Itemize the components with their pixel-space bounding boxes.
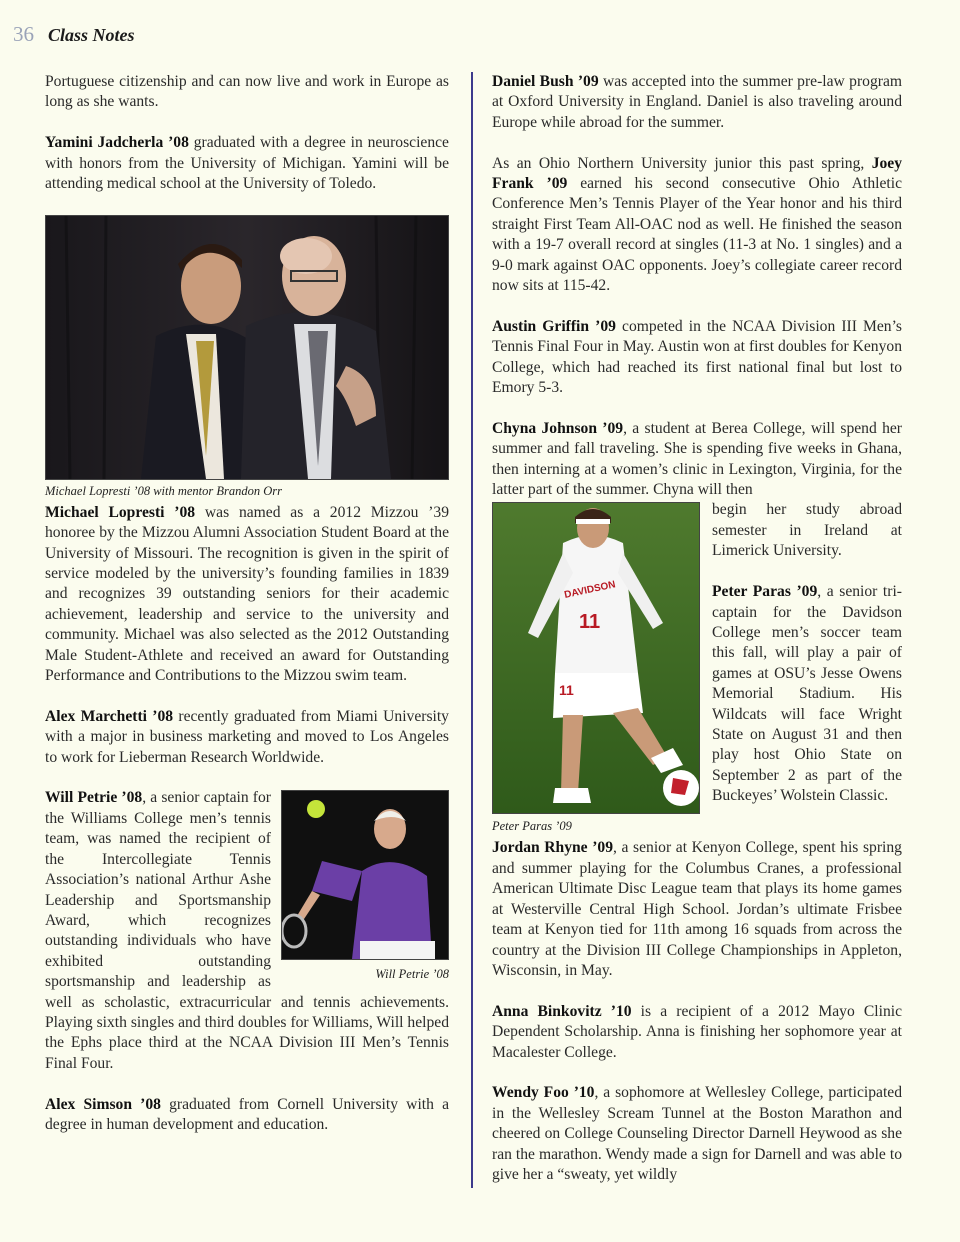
note-text: As an Ohio Northern University junior this past spring, [492, 154, 872, 172]
alumni-name: Yamini Jadcherla ’08 [45, 134, 189, 152]
note-rhyne [492, 838, 902, 981]
note-text: , a senior captain for the Williams College men’s tennis team, was named the recipient of the Intercollegiate Tennis Association’s national Arthur Ashe Leadership and Sportsmanship Award, which recognizes outstanding individuals who have exhibited outstanding sportsmanship and leadership as well as scholastic, extracurricular and tennis achievements. Playing sixth singles and third doubles for Williams, Will helped the Ephs place third at the NCAA Division III Men’s Tennis Final Four. [45, 789, 449, 1072]
photo-caption-lopresti: Michael Lopresti ’08 with mentor Brandon Orr [45, 483, 283, 498]
note-text: , a senior at Kenyon College, spent his spring and summer playing for the Columbus Cranes, a professional American Ultimate Disc League team that plays its home games at Westerville Central High School. Jordan’s ultimate Frisbee team at Kenyon tied for 11th among 16 squads from across the country at the Division III College Championships in Appleton, Wisconsin, in May. [492, 839, 902, 979]
note-jadcherla [45, 133, 449, 194]
alumni-name: Anna Binkovitz ’10 [492, 1002, 632, 1020]
note-griffin [492, 317, 902, 399]
alumni-name: Austin Griffin ’09 [492, 317, 616, 335]
continued-paragraph: Portuguese citizenship and can now live and work in Europe as long as she wants. [45, 73, 449, 111]
right-column [492, 72, 902, 1206]
note-text: graduated with a degree in neuroscience with honors from the University of Michigan. Yamini will be attending medical school at the University of Toledo. [45, 134, 449, 193]
photo-paras-image [493, 503, 699, 813]
note-simson [45, 1095, 449, 1136]
note-text: was named as a 2012 Mizzou ’39 honoree by the Mizzou Alumni Association Student Board at the University of Missouri. The recognition is given in the spirit of service modeled by the university’s founding families in 1839 and recognizes 39 outstanding seniors for their academic achievement, leadership and service to the university and community. Michael was also selected as the 2012 Outstanding Male Student-Athlete and received an award for Outstanding Performance and Contributions to the Mizzou swim team. [45, 503, 450, 685]
photo-block-petrie [281, 790, 449, 982]
note-text: , a sophomore at Wellesley College, participated in the Wellesley Scream Tunnel at the Boston Marathon and cheered on College Counseling Director Darnell Heywood as she ran the marathon. Wendy made a sign for Darnell and was able to give her a “sweaty, yet wildly [492, 1084, 902, 1183]
alumni-name: Chyna Johnson ’09 [492, 419, 624, 437]
note-binkovitz [492, 1002, 902, 1063]
note-frank [492, 154, 902, 297]
alumni-name: Wendy Foo ’10 [492, 1084, 595, 1102]
photo-caption-paras: Peter Paras ’09 [492, 819, 572, 834]
note-lopresti [45, 503, 449, 687]
left-column [45, 72, 449, 1156]
photo-petrie [281, 790, 449, 960]
photo-paras [492, 502, 700, 814]
alumni-name: Joey Frank ’09 [492, 154, 902, 193]
note-text: is a recipient of a 2012 Mayo Clinic Dependent Scholarship. Anna is finishing her sophomore year at Macalester College. [492, 1002, 903, 1061]
alumni-name: Michael Lopresti ’08 [45, 503, 196, 521]
alumni-name: Jordan Rhyne ’09 [492, 839, 613, 857]
column-divider [471, 72, 473, 1188]
note-marchetti [45, 707, 449, 768]
note-johnson-cont: begin her study abroad semester in Ireland at Limerick University. [712, 501, 902, 560]
note-text: competed in the NCAA Division III Men’s Tennis Final Four in May. Austin won at first doubles for Kenyon College, which had reached its first national final but lost to Emory 5-3. [492, 317, 902, 397]
photo-lopresti-orr-image [46, 216, 448, 479]
alumni-name: Alex Simson ’08 [45, 1095, 161, 1113]
photo-block-paras [492, 502, 700, 834]
photo-petrie-image [282, 791, 448, 959]
jersey-text: DAVIDSON [563, 579, 617, 602]
alumni-name: Alex Marchetti ’08 [45, 707, 174, 725]
note-text: recently graduated from Miami University with a major in business marketing and moved to Los Angeles to work for Lieberman Research Worldwide. [45, 707, 449, 766]
page-header [13, 22, 135, 50]
shorts-number: 11 [559, 682, 574, 699]
note-text: earned his second consecutive Ohio Athletic Conference Men’s Tennis Player of the Year honor and his third straight First Team All-OAC nod as well. He finished the season with a 19-7 overall record at singles (11-3 at No. 1 singles) and a 9-0 mark against OAC opponents. Joey’s collegiate career record now sits at 115-42. [492, 175, 902, 295]
note-text: was accepted into the summer pre-law program at Oxford University in England. Daniel is also traveling around Europe while abroad for the summer. [492, 73, 902, 131]
note-johnson [492, 419, 902, 501]
note-text: graduated from Cornell University with a degree in human development and education. [45, 1095, 449, 1133]
alumni-name: Peter Paras ’09 [712, 583, 818, 601]
note-bush [492, 72, 902, 133]
photo-lopresti-orr [45, 215, 449, 480]
photo-caption-petrie: Will Petrie ’08 [375, 967, 449, 982]
alumni-name: Will Petrie ’08 [45, 789, 143, 807]
alumni-name: Daniel Bush ’09 [492, 73, 599, 90]
note-text: , a senior tri-captain for the Davidson College men’s soccer team this fall, will play a pair of games at OSU’s Jesse Owens Memorial Stadium. His Wildcats will face Wright State on August 31 and then play host Ohio State on September 2 as part of the Buckeyes’ Wolstein Classic. [712, 583, 902, 805]
note-foo [492, 1083, 902, 1185]
note-text: , a student at Berea College, will spend her summer and fall traveling. She is spending five weeks in Ghana, then interning at a women’s clinic in Lexington, Virginia, for the latter part of the summer. Chyna will then [492, 419, 902, 499]
jersey-number: 11 [579, 611, 601, 634]
section-title: Class Notes [48, 25, 135, 45]
page-number: 36 [13, 22, 34, 46]
